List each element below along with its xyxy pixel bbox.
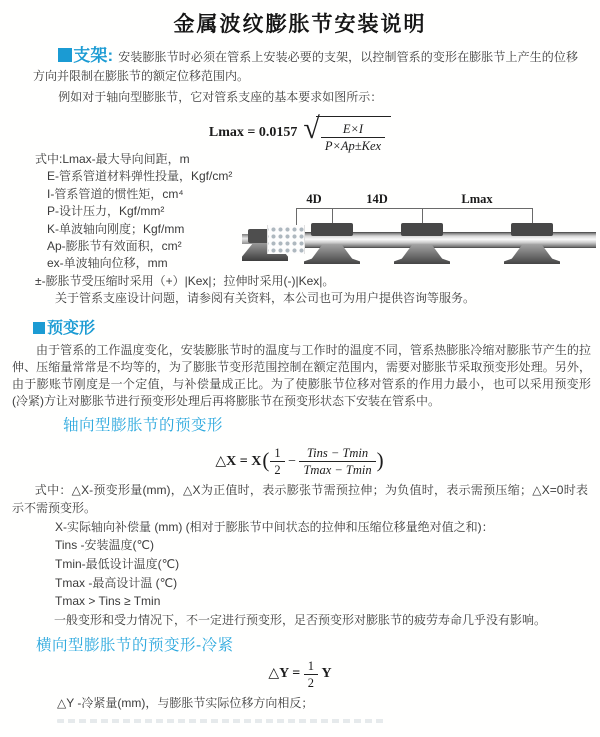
- formula-delta-y: [0, 658, 600, 690]
- formula-delta-x: [0, 440, 600, 480]
- dimension-label-4d: 4D: [306, 192, 322, 206]
- support-body-text: 安装膨胀节时必须在管系上安装必要的支架，以控制管系的变形在膨胀节上产生的位移方向并限制在膨胀节的额定位移范围内。: [33, 50, 578, 83]
- axial-item: X-实际轴向补偿量 (mm) (相对于膨胀节中间状态的拉伸和压缩位移量绝对值之和)：: [55, 519, 494, 534]
- close-paren: ): [376, 447, 384, 472]
- axial-item: Tins -安装温度(℃): [55, 538, 155, 553]
- cropped-text-remnant: [57, 719, 387, 723]
- support-cap: [401, 223, 443, 236]
- fraction-denominator: P×Ap±Kex: [324, 138, 382, 153]
- fraction-numerator: E×I: [321, 122, 385, 138]
- support-heading-label: 支架:: [73, 46, 114, 65]
- section-preform-heading: [33, 318, 600, 339]
- radical-sign: √: [303, 112, 320, 145]
- formula-lmax: [0, 112, 600, 153]
- subsection-lateral-heading: 横向型膨胀节的预变形-冷紧: [36, 637, 234, 655]
- half-denominator: 2: [274, 462, 281, 477]
- definition-line: ex-单波轴向位移，mm: [47, 256, 168, 271]
- definition-line: ±-膨胀节受压缩时采用（+）|Kex|；拉伸时采用(-)|Kex|。: [35, 273, 335, 288]
- support-base: [504, 245, 560, 264]
- support-cap: [311, 223, 353, 236]
- definition-line: K-单波轴向刚度；Kgf/mm: [47, 221, 185, 236]
- definition-line: E-管系管道材料弹性投量，Kgf/cm²: [47, 169, 233, 184]
- formula-dx-lhs: △X = X: [215, 453, 262, 469]
- temp-denominator: Tmax − Tmin: [303, 462, 372, 477]
- open-paren: (: [262, 447, 270, 472]
- preform-paragraph: 由于管系的工作温度变化，安装膨胀节时的温度与工作时的温度不同，管系热膨胀冷缩对膨胀节产生的拉伸、压缩量常常是不均等的，为了膨胀节变形范围控制在额定范围内，需要对膨胀节采取预变形处理。另外，由于膨账节刚度是一个定值，与补偿量成正比。为了使膨胀节位移对管系的作用力最小，也可以采用预变形(冷紧)方让对膨胀节进行预变形处理后再将膨胀节在预变形状态下安装在管系中。: [12, 342, 591, 408]
- support-paragraph: [33, 46, 578, 86]
- radicand: [316, 116, 391, 154]
- pipe-guide-support: [302, 188, 362, 286]
- fraction: [321, 122, 385, 153]
- dimension-label-lmax: Lmax: [461, 192, 493, 206]
- section-marker-square: [58, 48, 72, 62]
- support-example-line: 例如对于轴向型膨胀节，它对管系支座的基本要求如图所示：: [58, 90, 383, 104]
- temp-numerator: Tins − Tmin: [299, 446, 375, 462]
- dimension-label-14d: 14D: [366, 192, 388, 206]
- formula-dy-lhs: △Y =: [268, 666, 301, 682]
- definition-line: 式中:Lmax-最大导向间距，m: [35, 152, 190, 166]
- support-base: [394, 245, 450, 264]
- subsection-axial-heading: 轴向型膨胀节的预变形: [63, 416, 224, 434]
- axial-explain-paragraph: 式中：△X-预变形量(mm)，△X为正值时，表示膨张节需预拉伸；为负值时，表示需预压缩；△X=0时表示不需预变形。: [12, 482, 588, 516]
- cold-tighten-line: △Y -冷紧量(mm)，与膨胀节实际位移方向相反；: [57, 696, 314, 711]
- axial-items-list: [55, 518, 600, 611]
- pipe-guide-support: [502, 188, 562, 286]
- support-cap: [511, 223, 553, 236]
- page-title: 金属波纹膨胀节安装说明: [173, 13, 427, 36]
- axial-item: Tmax -最高设计温 (℃): [55, 575, 178, 590]
- axial-item: Tmin-最低设计温度(℃): [55, 557, 180, 572]
- preform-heading-label: 预变形: [47, 319, 96, 337]
- half-fraction: [304, 659, 318, 690]
- axial-item: Tmax > Tins ≥ Tmin: [55, 594, 161, 609]
- section-marker-square: [33, 322, 45, 334]
- temperature-fraction: [299, 446, 375, 477]
- section-support-heading: [58, 46, 113, 65]
- axial-note-line: 一般变形和受力情况下，不一定进行预变形，足否预变形对膨胀节的疲劳寿命几乎没有影响。: [54, 612, 547, 627]
- definition-line: 关于管系支座设计问题，请参阅有关资料，本公司也可为用户提供咨询等服务。: [55, 291, 476, 306]
- definition-line: I-管系管道的惯性矩，cm⁴: [47, 186, 184, 201]
- minus-sign: −: [288, 453, 296, 469]
- half-numerator: 1: [304, 659, 318, 675]
- pipe-guide-support: [392, 188, 452, 286]
- sqrt-radical: [303, 113, 391, 154]
- definition-line: Ap-膨胀节有效面积，cm²: [47, 239, 182, 254]
- formula-lmax-lhs: Lmax = 0.0157: [208, 125, 298, 141]
- half-fraction: [270, 446, 284, 477]
- half-denominator: 2: [307, 675, 314, 690]
- formula-dy-rhs: Y: [321, 666, 332, 682]
- definition-line: P-设计压力，Kgf/mm²: [47, 204, 165, 219]
- half-numerator: 1: [270, 446, 284, 462]
- support-base: [304, 245, 360, 264]
- bellows-expansion-joint: [267, 225, 305, 254]
- pipe-support-diagram: [242, 188, 596, 286]
